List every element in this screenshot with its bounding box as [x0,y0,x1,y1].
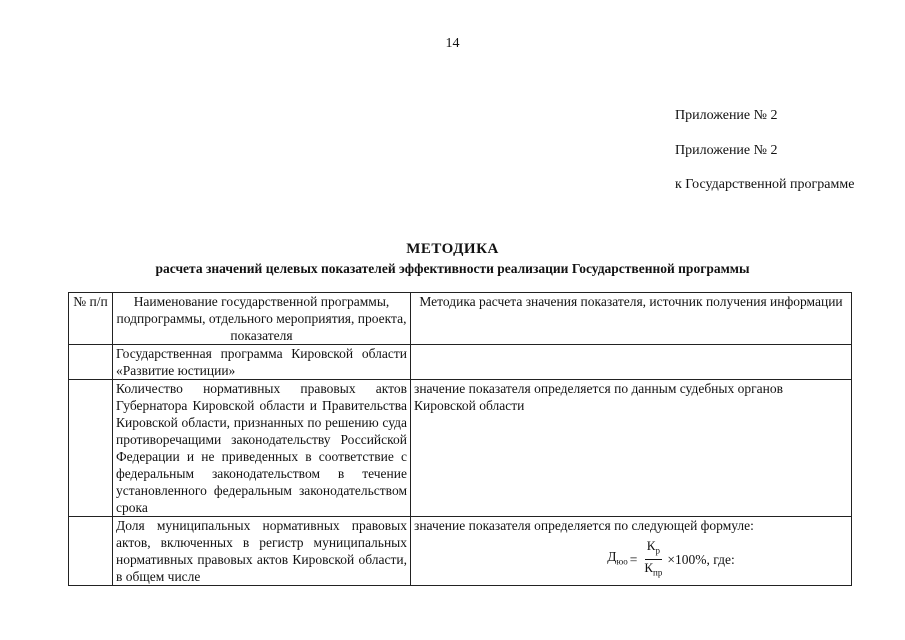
title-main: МЕТОДИКА [406,241,499,257]
page-number: 14 [445,36,460,51]
formula-lhs: $Д_{юо}$ [607,548,628,567]
header-method: Методика расчета значения показателя, источник получения информации [411,293,852,345]
methodology-table [68,292,852,586]
table-row [69,380,852,517]
row-method: значение показателя определяется по следующей формуле: [414,518,754,533]
annex-line-2: Приложение № 2 [675,143,778,158]
formula [494,538,848,580]
row-method-cell [411,517,852,586]
formula-denominator: $К_{пр}$ [644,559,663,578]
row-name: Доля муниципальных нормативных правовых актов, включенных в регистр муниципальных нормативных правовых актов Кировской области, в общем числе [113,517,411,586]
header-num: № п/п [69,293,113,345]
table-row [69,345,852,380]
header-name: Наименование государственной программы, подпрограммы, отдельного мероприятия, проекта, показателя [113,293,411,345]
row-num [69,380,113,517]
row-method [411,345,852,380]
table-header-row [69,293,852,345]
table-row [69,517,852,586]
annex-line-3: к Государственной программе [675,177,855,192]
formula-equals: = [629,551,638,567]
formula-numerator: $К_р$ [645,538,662,560]
document-title [0,240,905,278]
row-num [69,345,113,380]
row-name: Государственная программа Кировской области «Развитие юстиции» [113,345,411,380]
annex-line-1: Приложение № 2 [675,108,778,123]
row-name: Количество нормативных правовых актов Губернатора Кировской области и Правительства Кировской области, признанных по решению суда противоречащими законодательству Российской Федерации и не приведенных в соответствие с федеральным законодательством в течение установленного федеральным законодательством срока [113,380,411,517]
row-num [69,517,113,586]
title-sub: расчета значений целевых показателей эффективности реализации Государственной программы [155,261,750,276]
row-method: значение показателя определяется по данным судебных органов Кировской области [411,380,852,517]
formula-fraction [642,538,664,580]
formula-tail: ×100%, где: [667,551,735,567]
